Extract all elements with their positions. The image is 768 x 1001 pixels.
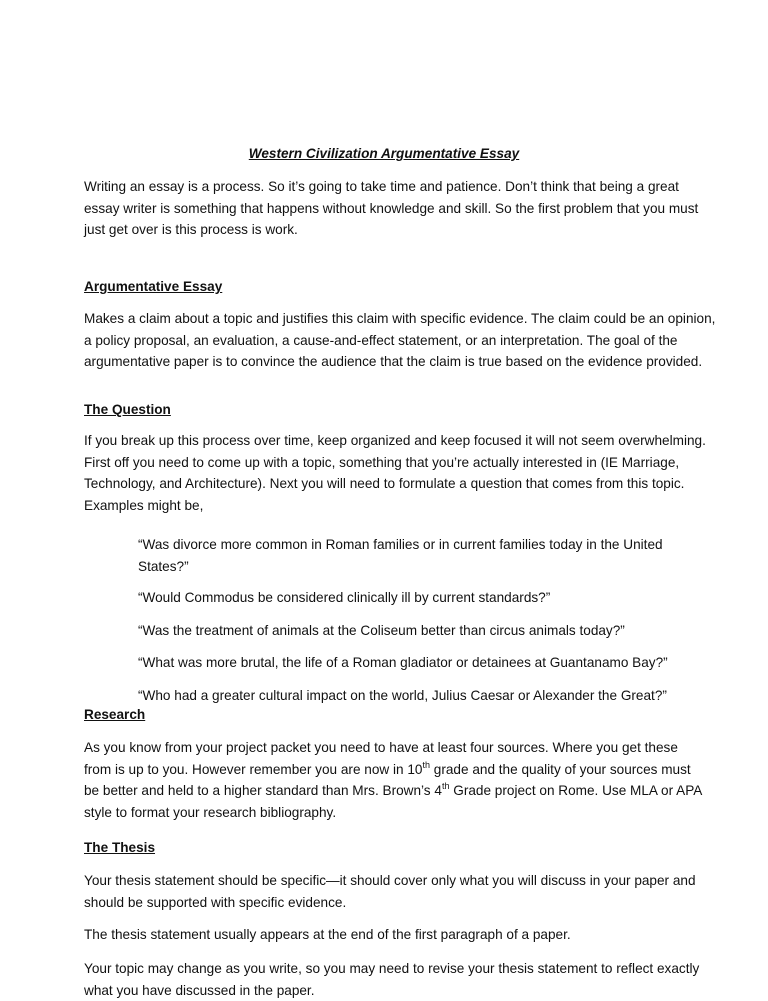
thesis-paragraph-1 [84,870,704,913]
text-line: Technology, and Architecture). Next you will need to formulate a question that comes from this topic. [84,473,704,495]
text-line: “Was the treatment of animals at the Coliseum better than circus animals today?” [138,620,758,642]
text-line: The thesis statement usually appears at the end of the first paragraph of a paper. [84,924,704,946]
text-line: “What was more brutal, the life of a Roman gladiator or detainees at Guantanamo Bay?” [138,652,758,674]
intro-paragraph [84,176,704,241]
example-question [138,620,758,642]
heading-research: Research [84,707,704,722]
text-segment: be better and held to a higher standard than Mrs. Brown’s 4 [84,783,442,798]
text-line [84,759,704,781]
research-paragraph [84,737,704,823]
text-line: If you break up this process over time, keep organized and keep focused it will not seem overwhelming. [84,430,704,452]
text-line: style to format your research bibliography. [84,802,704,824]
argumentative-paragraph [84,308,704,373]
text-line: Examples might be, [84,495,704,517]
text-line: First off you need to come up with a topic, something that you’re actually interested in (IE Marriage, [84,452,704,474]
question-paragraph [84,430,704,516]
example-question [138,534,758,577]
text-line: Makes a claim about a topic and justifies this claim with specific evidence. The claim could be an opinion, [84,308,704,330]
example-question [138,652,758,674]
text-line: States?” [138,556,758,578]
heading-argumentative-essay: Argumentative Essay [84,279,704,294]
text-line: “Who had a greater cultural impact on the world, Julius Caesar or Alexander the Great?” [138,685,758,707]
text-line: Writing an essay is a process. So it’s going to take time and patience. Don’t think that being a great [84,176,704,198]
text-line: should be supported with specific evidence. [84,892,704,914]
text-line: “Was divorce more common in Roman families or in current families today in the United [138,534,758,556]
document-title: Western Civilization Argumentative Essay [0,146,768,161]
heading-the-thesis: The Thesis [84,840,704,855]
text-segment: from is up to you. However remember you are now in 10 [84,762,422,777]
text-line [84,780,704,802]
text-line: just get over is this process is work. [84,219,704,241]
text-segment: grade and the quality of your sources must [430,762,691,777]
text-line: argumentative paper is to convince the audience that the claim is true based on the evidence provided. [84,351,704,373]
text-line: Your thesis statement should be specific—it should cover only what you will discuss in your paper and [84,870,704,892]
heading-the-question: The Question [84,402,704,417]
text-line: Your topic may change as you write, so you may need to revise your thesis statement to reflect exactly [84,958,704,980]
example-question [138,685,758,707]
superscript: th [442,781,450,791]
text-line: essay writer is something that happens without knowledge and skill. So the first problem that you must [84,198,704,220]
thesis-paragraph-2 [84,924,704,946]
text-line: what you have discussed in the paper. [84,980,704,1001]
text-segment: Grade project on Rome. Use MLA or APA [449,783,702,798]
text-line: “Would Commodus be considered clinically ill by current standards?” [138,587,758,609]
superscript: th [422,760,430,770]
text-line: a policy proposal, an evaluation, a cause-and-effect statement, or an interpretation. The goal of the [84,330,704,352]
text-line: As you know from your project packet you need to have at least four sources. Where you get these [84,737,704,759]
example-question [138,587,758,609]
thesis-paragraph-3 [84,958,704,1001]
